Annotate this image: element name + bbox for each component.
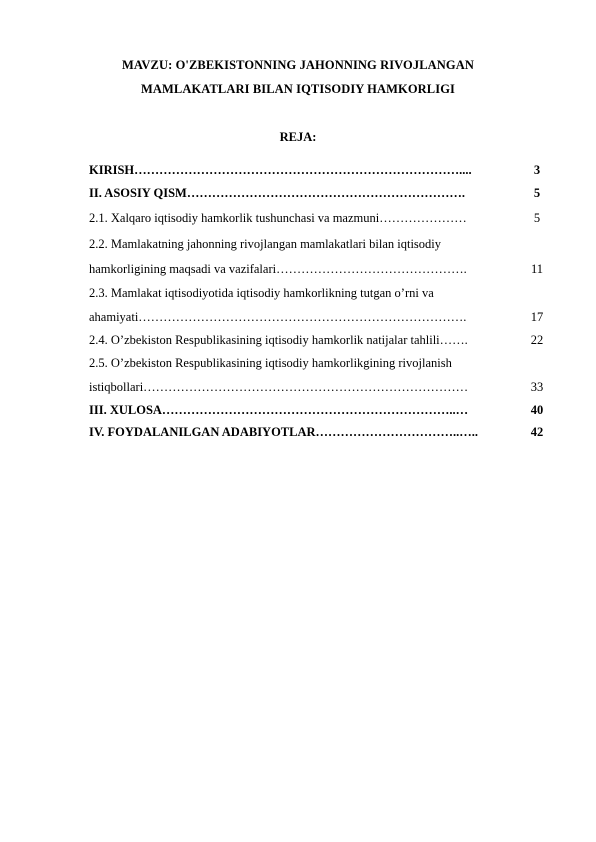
toc-entry-page: 5	[533, 211, 541, 225]
toc-entry-text: hamkorligining maqsadi va vazifalari……………………………………….	[89, 262, 467, 276]
toc-entry-text: 2.2. Mamlakatning jahonning rivojlangan mamlakatlari bilan iqtisodiy	[89, 237, 442, 251]
toc-entry-page: 17	[530, 310, 544, 324]
toc-entry-text: istiqbollari……………………………………………………………………	[89, 380, 469, 394]
toc-entry-text: 2.3. Mamlakat iqtisodiyotida iqtisodiy hamkorlikning tutgan o’rni va	[89, 286, 434, 300]
document-title-line-2: MAMLAKATLARI BILAN IQTISODIY HAMKORLIGI	[140, 82, 455, 96]
toc-entry-page: 22	[530, 333, 544, 347]
toc-entry-text: IV. FOYDALANILGAN ADABIYOTLAR……………………………..…..	[89, 425, 479, 439]
toc-entry-page: 11	[530, 262, 544, 276]
toc-entry-page: 33	[530, 380, 544, 394]
toc-entry-text: KIRISH……………………………………………………………………....	[89, 163, 472, 177]
toc-entry-page: 3	[533, 163, 541, 177]
plan-heading: REJA:	[279, 130, 317, 144]
toc-entry-page: 5	[533, 186, 541, 200]
toc-entry-text: ahamiyati…………………………………………………………………….	[89, 310, 467, 324]
toc-entry-page: 42	[530, 425, 544, 439]
toc-entry-page: 40	[530, 403, 544, 417]
toc-entry-text: 2.1. Xalqaro iqtisodiy hamkorlik tushunchasi va mazmuni…………………	[89, 211, 467, 225]
document-title-line-1: MAVZU: O'ZBEKISTONNING JAHONNING RIVOJLANGAN	[122, 58, 474, 72]
toc-entry-text: 2.5. O’zbekiston Respublikasining iqtisodiy hamkorlikgining rivojlanish	[89, 356, 452, 370]
toc-entry-text: III. XULOSA……………………………………………………………..…	[89, 403, 469, 417]
toc-entry-text: 2.4. O’zbekiston Respublikasining iqtisodiy hamkorlik natijalar tahlili…….	[89, 333, 468, 347]
toc-entry-text: II. ASOSIY QISM………………………………………………………….	[89, 186, 465, 200]
